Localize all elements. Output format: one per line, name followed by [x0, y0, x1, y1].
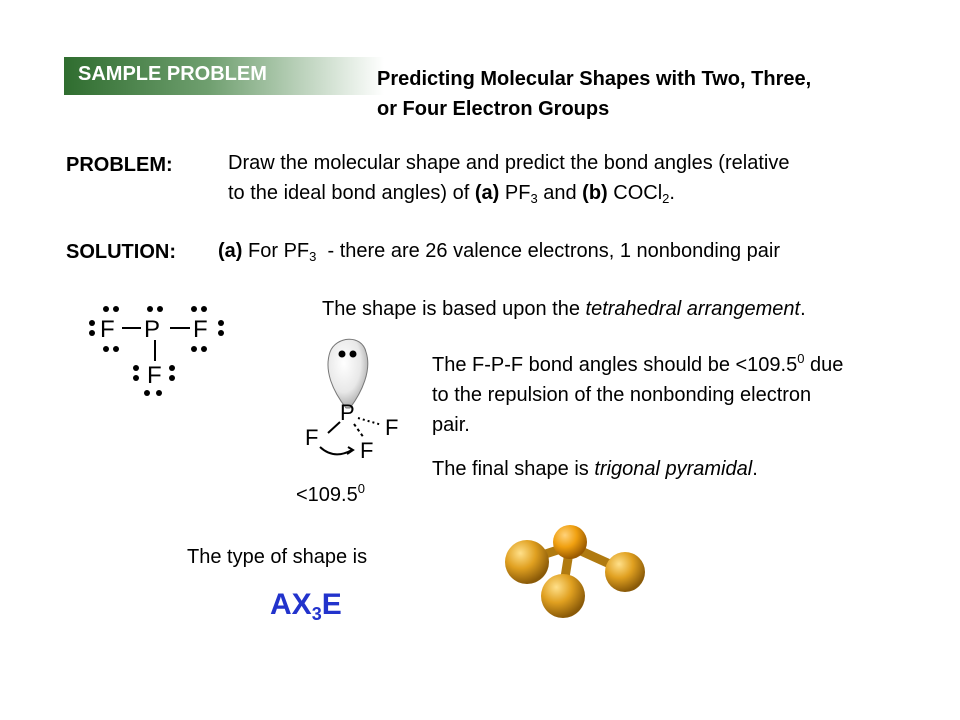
pf3-subscript: 3 [530, 191, 538, 206]
part-a-marker: (a) [474, 182, 500, 204]
final-shape-italic: trigonal pyramidal [594, 458, 753, 480]
model-f-atom-left [505, 540, 549, 584]
shape-basis-text [322, 294, 942, 324]
final-shape-end: . [752, 458, 758, 480]
pf3-formula: PF [499, 182, 531, 204]
problem-line-2 [228, 178, 928, 208]
shape-basis-end: . [800, 298, 806, 320]
shape-type-formula [270, 588, 342, 622]
formula-ax: AX [270, 588, 312, 621]
lewis-structure [80, 295, 250, 405]
solution-label: SOLUTION: [66, 241, 176, 263]
heading-line-2: or Four Electron Groups [377, 98, 610, 120]
bond-angle-line-2: to the repulsion of the nonbonding electron [432, 384, 812, 406]
problem-line-1: Draw the molecular shape and predict the bond angles (relative [228, 152, 790, 174]
bond-angle-line-3: pair. [432, 414, 470, 436]
molecule-f-right: F [385, 415, 399, 440]
cocl2-formula: COCl [607, 182, 663, 204]
lone-pair-lobe [328, 339, 368, 408]
final-shape-a: The final shape is [432, 458, 595, 480]
heading-line-1: Predicting Molecular Shapes with Two, Three, [377, 68, 812, 90]
model-f-atom-bottom [541, 574, 585, 618]
shape-type-label: The type of shape is [187, 546, 368, 568]
formula-e: E [321, 588, 342, 621]
problem-line-2-text: to the ideal bond angles) of [228, 182, 475, 204]
problem-and: and [537, 182, 583, 204]
solution-text-b: - there are 26 valence electrons, 1 nonbonding pair [316, 240, 780, 262]
lewis-center-p: P [144, 316, 161, 343]
model-p-atom [553, 525, 587, 559]
problem-label: PROBLEM: [66, 154, 173, 176]
bond-line-1-sup: 0 [797, 351, 805, 366]
ball-and-stick-model [495, 520, 655, 620]
shape-basis-a: The shape is based upon the [322, 298, 586, 320]
bond-angle-explanation [432, 350, 932, 440]
bond-angle-degree: 0 [357, 481, 365, 496]
banner-label: SAMPLE PROBLEM [78, 63, 267, 85]
bond-angle-label [296, 480, 365, 510]
bond-angle-line-1 [432, 350, 932, 380]
solution-text-a: For PF [242, 240, 310, 262]
bond-angle-value: <109.5 [296, 484, 358, 506]
shape-basis-italic: tetrahedral arrangement [585, 298, 801, 320]
molecule-3d-sketch [290, 330, 430, 480]
solution-part-a: (a) [218, 240, 243, 262]
bond-line-1-a: The F-P-F bond angles should be <109.5 [432, 354, 798, 376]
part-b-marker: (b) [582, 182, 608, 204]
bond-line-1-b: due [804, 354, 844, 376]
molecule-f-left: F [305, 425, 319, 450]
molecule-p: P [340, 400, 355, 425]
solution-text [218, 236, 938, 266]
formula-subscript: 3 [311, 604, 322, 624]
cocl2-subscript: 2 [662, 191, 670, 206]
problem-text [228, 148, 928, 208]
molecule-f-bottom: F [360, 438, 374, 463]
problem-heading [377, 64, 937, 124]
final-shape-text [432, 454, 932, 484]
model-f-atom-right [605, 552, 645, 592]
lewis-right-f: F [193, 316, 208, 343]
solution-subscript: 3 [309, 249, 317, 264]
lone-pair-dot [339, 351, 346, 358]
lewis-bottom-f: F [147, 362, 162, 389]
problem-period: . [669, 182, 675, 204]
lone-pair-dot [350, 351, 357, 358]
lewis-left-f: F [100, 316, 115, 343]
